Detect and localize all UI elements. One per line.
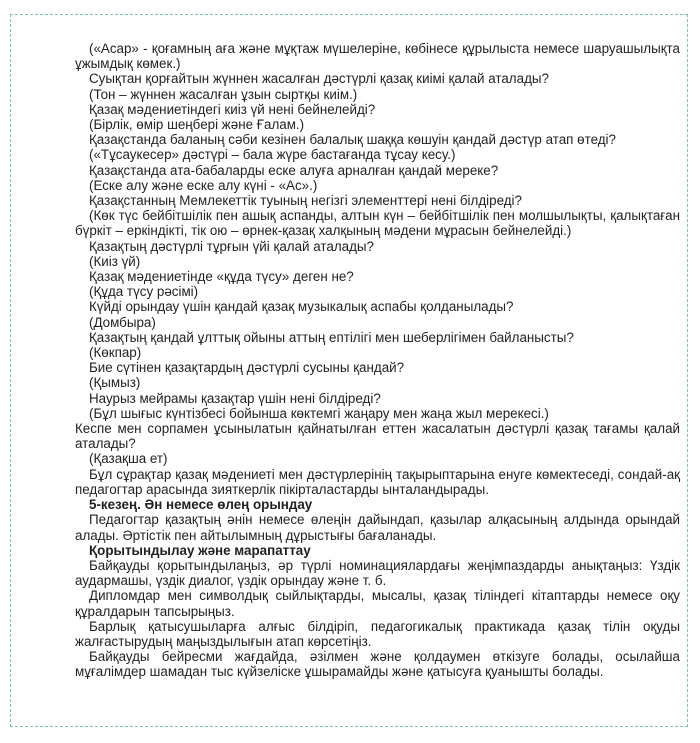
- paragraph: (Еске алу және еске алу күні - «Ас».): [89, 177, 318, 193]
- paragraph: Суықтан қорғайтын жүннен жасалған дәстүрлі қазақ киімі қалай аталады?: [89, 71, 549, 87]
- paragraph: Қазақтың дәстүрлі тұрғын үйі қалай аталады?: [89, 238, 374, 254]
- section-heading: Қорытындылау және марапаттау: [89, 542, 311, 558]
- paragraph: Қазақстанда баланың сәби кезінен балалық шаққа көшуін қандай дәстүр атап өтеді?: [89, 132, 616, 148]
- paragraph: Қазақ мәдениетіндегі киіз үй нені бейнелейді?: [89, 101, 376, 117]
- paragraph: Қазақстанның Мемлекеттік туының негізгі элементтері нені білдіреді?: [89, 193, 522, 209]
- paragraph: (Тон – жүннен жасалған ұзын сыртқы киім.): [89, 86, 358, 102]
- paragraph: Бұл сұрақтар қазақ мәдениеті мен дәстүрлерінің тақырыптарына енуге көмектеседі, сондай-ақ педагогтар арасында зияткерлік пікірталастарды ынталандырады.: [75, 466, 680, 497]
- paragraph: (Көк түс бейбітшілік пен ашық аспанды, алтын күн – бейбітшілік пен молшылықты, қалықтаған бүркіт – еркіндікті, тік ою – өрнек-қазақ халқының мәдени мұрасын бейнелейді.): [75, 208, 680, 239]
- paragraph: (Бірлік, өмір шеңбері және Ғалам.): [89, 117, 305, 133]
- paragraph: (Құда түсу рәсімі): [89, 284, 199, 300]
- paragraph: Байқауды бейресми жағдайда, әзілмен және қолдаумен өткізуге болады, осылайша мұғалімдер шамадан тыс күйзеліске ұшырамайды және қатысуға қуанышты болады.: [75, 649, 680, 680]
- paragraph: Қазақ мәдениетінде «құда түсу» деген не?: [89, 269, 354, 285]
- paragraph: (Қымыз): [89, 375, 141, 391]
- paragraph: Наурыз мейрамы қазақтар үшін нені білдіреді?: [89, 390, 381, 406]
- paragraph: Кеспе мен сорпамен ұсынылатын қайнатылған еттен жасалатын дәстүрлі қазақ тағамы қалай аталады?: [75, 421, 680, 452]
- paragraph: (Көкпар): [89, 345, 142, 361]
- paragraph: (Домбыра): [89, 314, 156, 330]
- paragraph: Байқауды қорытындылаңыз, әр түрлі номинациялардағы жеңімпаздарды анықтаңыз: Үздік аудармашы, үздік диалог, үздік орындау және т. б.: [75, 557, 680, 589]
- paragraph: («Асар» - қоғамның аға және мұқтаж мүшелеріне, көбінесе құрылыста немесе шаруашылықта ұжымдық көмек.): [75, 41, 680, 72]
- paragraph: Педагогтар қазақтың әнін немесе өлеңін дайындап, қазылар алқасының алдында орындай алады. Әртістік пен айтылымның дұрыстығы бағаланады.: [75, 512, 680, 543]
- paragraph: Дипломдар мен символдық сыйлықтарды, мысалы, қазақ тіліндегі кітаптарды немесе оқу құралдарын тапсырыңыз.: [75, 588, 680, 619]
- paragraph: («Тұсаукесер» дәстүрі – бала жүре бастағанда тұсау кесу.): [89, 147, 456, 163]
- paragraph: Қазақстанда ата-бабаларды еске алуға арналған қандай мереке?: [89, 162, 499, 178]
- paragraph: Қазақтың қандай ұлттық ойыны аттың ептілігі мен шеберлігімен байланысты?: [89, 329, 574, 345]
- paragraph: (Қазақша ет): [89, 451, 168, 467]
- paragraph: (Бұл шығыс күнтізбесі бойынша көктемгі жаңару мен жаңа жыл мерекесі.): [89, 405, 549, 421]
- document-body: [75, 41, 680, 680]
- paragraph: Бие сүтінен қазақтардың дәстүрлі сусыны қандай?: [89, 360, 405, 376]
- paragraph: Барлық қатысушыларға алғыс білдіріп, педагогикалық практикада қазақ тілін оқуды жалғастырудың маңыздылығын атап көрсетіңіз.: [75, 618, 680, 649]
- page-frame: [10, 14, 688, 727]
- paragraph: (Киіз үй): [89, 253, 141, 269]
- section-heading: 5-кезең. Ән немесе өлең орындау: [89, 497, 313, 513]
- paragraph: Күйді орындау үшін қандай қазақ музыкалық аспабы қолданылады?: [89, 299, 514, 315]
